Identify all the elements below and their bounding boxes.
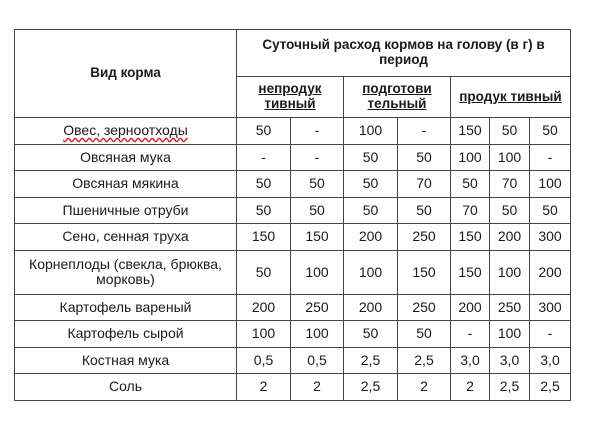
value-cell: 200 [451,294,490,321]
feed-name: Картофель сырой [15,321,237,348]
value-cell: 250 [398,294,451,321]
feed-name: Корнеплоды (свекла, брюква, морковь) [15,250,237,294]
value-cell: - [451,321,490,348]
value-cell: 150 [291,224,344,251]
value-cell: 50 [344,144,398,171]
value-cell: 70 [490,171,530,198]
value-cell: 2 [451,374,490,401]
value-cell: 2,5 [344,347,398,374]
value-cell: 100 [530,171,571,198]
feed-name: Пшеничные отруби [15,197,237,224]
feed-name: Костная мука [15,347,237,374]
value-cell: 2 [237,374,291,401]
value-cell: 150 [451,250,490,294]
header-period-nonproductive: непродук тивный [237,77,344,118]
feed-name: Овсяная мука [15,144,237,171]
table-row [15,294,571,321]
table-row [15,250,571,294]
value-cell: - [530,144,571,171]
value-cell: 150 [237,224,291,251]
value-cell: 50 [344,171,398,198]
feed-name: Сено, сенная труха [15,224,237,251]
value-cell: 3,0 [490,347,530,374]
value-cell: 50 [451,171,490,198]
value-cell: 50 [237,250,291,294]
value-cell: 50 [237,171,291,198]
value-cell: 50 [344,197,398,224]
value-cell: 200 [344,224,398,251]
value-cell: 100 [291,321,344,348]
feed-name: Картофель вареный [15,294,237,321]
value-cell: - [237,144,291,171]
value-cell: 100 [344,250,398,294]
value-cell: 70 [451,197,490,224]
value-cell: 50 [398,197,451,224]
value-cell: 0,5 [237,347,291,374]
feed-name: Соль [15,374,237,401]
feed-name: Овсяная мякина [15,171,237,198]
value-cell: 50 [490,118,530,145]
value-cell: - [398,118,451,145]
value-cell: 50 [237,197,291,224]
value-cell: 100 [490,321,530,348]
value-cell: - [291,118,344,145]
value-cell: 50 [530,197,571,224]
value-cell: 3,0 [451,347,490,374]
value-cell: 100 [344,118,398,145]
value-cell: - [530,321,571,348]
header-feed-type: Вид корма [15,30,237,118]
value-cell: 100 [490,144,530,171]
value-cell: 2 [398,374,451,401]
value-cell: 250 [490,294,530,321]
value-cell: 50 [344,321,398,348]
value-cell: 50 [398,321,451,348]
table-row [15,144,571,171]
table-row [15,224,571,251]
value-cell: 300 [530,224,571,251]
value-cell: 200 [344,294,398,321]
value-cell: 50 [237,118,291,145]
table-row [15,321,571,348]
header-period-productive: продук тивный [451,77,571,118]
value-cell: 100 [237,321,291,348]
value-cell: 3,0 [530,347,571,374]
value-cell: 2,5 [344,374,398,401]
value-cell: 150 [451,224,490,251]
value-cell: 50 [291,197,344,224]
value-cell: 2,5 [398,347,451,374]
value-cell: 250 [398,224,451,251]
value-cell: 70 [398,171,451,198]
value-cell: 50 [291,171,344,198]
value-cell: 2,5 [490,374,530,401]
value-cell: 150 [451,118,490,145]
value-cell: 100 [291,250,344,294]
value-cell: 50 [398,144,451,171]
value-cell: 200 [530,250,571,294]
value-cell: 0,5 [291,347,344,374]
header-daily-rate: Суточный расход кормов на голову (в г) в период [237,30,571,77]
table-row [15,374,571,401]
feed-name: Овес, зерноотходы [15,118,237,145]
feed-ration-table [14,29,571,401]
value-cell: 250 [291,294,344,321]
table-row [15,171,571,198]
value-cell: - [291,144,344,171]
value-cell: 50 [530,118,571,145]
value-cell: 150 [398,250,451,294]
value-cell: 100 [451,144,490,171]
table-row [15,197,571,224]
value-cell: 100 [490,250,530,294]
value-cell: 50 [490,197,530,224]
value-cell: 2,5 [530,374,571,401]
header-period-preparatory: подготови тельный [344,77,451,118]
value-cell: 2 [291,374,344,401]
value-cell: 200 [237,294,291,321]
value-cell: 300 [530,294,571,321]
value-cell: 200 [490,224,530,251]
table-row [15,118,571,145]
table-row [15,347,571,374]
